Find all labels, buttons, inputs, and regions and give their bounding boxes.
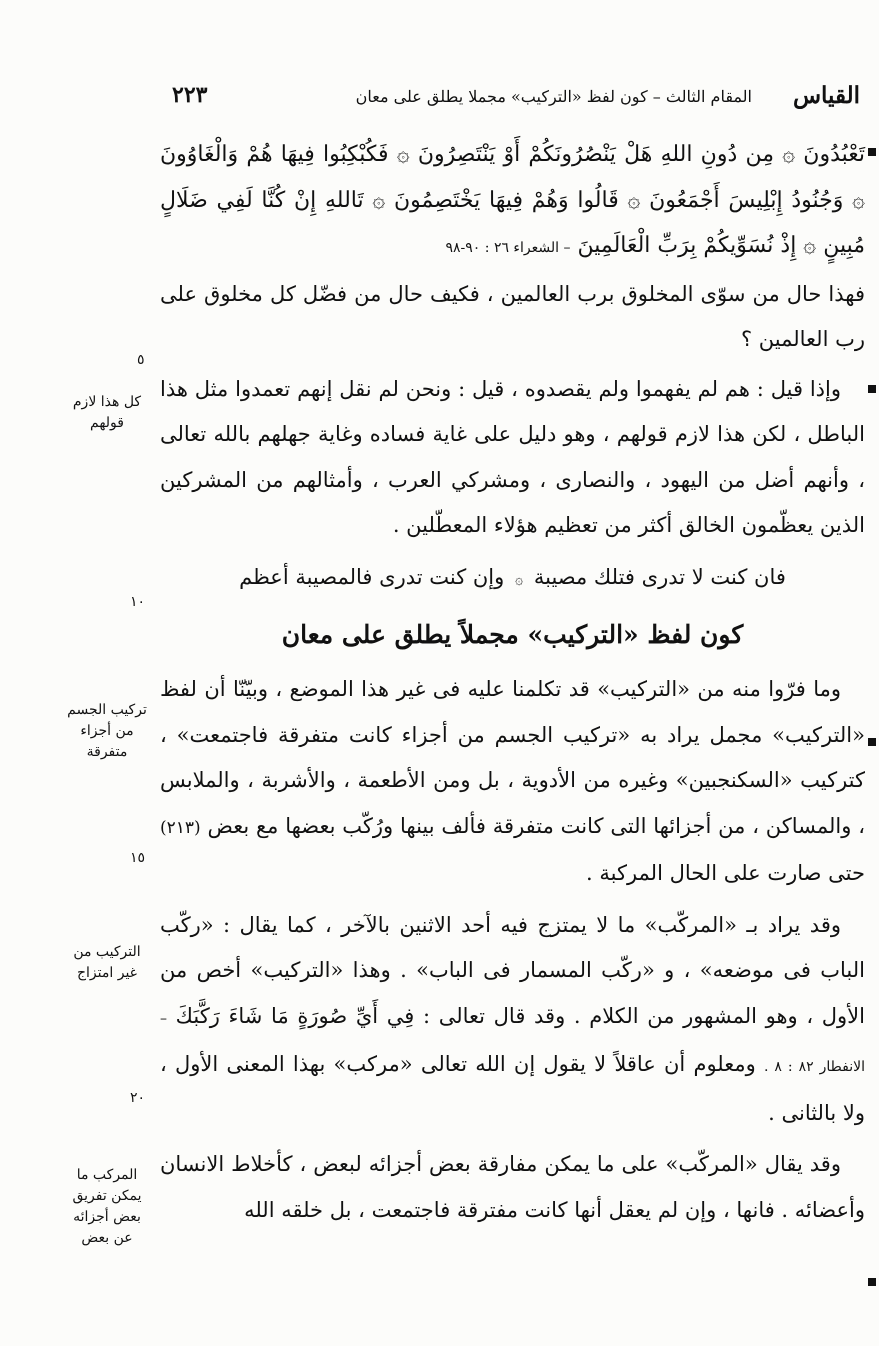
section-heading: كون لفظ «التركيب» مجملاً يطلق على معان (281, 620, 744, 649)
line-mark (868, 738, 876, 746)
paragraph-4-citation: – الانفطار ٨٢ : ٨ . (160, 1010, 865, 1075)
page-number: ٢٢٣ (172, 82, 208, 108)
line-mark (868, 385, 876, 393)
paragraph-4-text: وقد يراد بـ «المركّب» ما لا يمتزج فيه أحد الاثنين بالآخر ، كما يقال : «ركّب الباب فى موضعه» ، و «ركّب المسمار فى الباب» . وهذا «التركيب» أخص من الأول ، وهو المشهور من الكلام . وقد قال تعالى : (160, 912, 865, 1028)
line-number-5: ٥ (137, 352, 145, 368)
main-text (160, 132, 865, 1233)
paragraph-1: فهذا حال من سوّى المخلوق برب العالمين ، فكيف حال من فضّل كل مخلوق على رب العالمين ؟ (160, 281, 865, 351)
paragraph-4 (160, 903, 865, 1137)
page-header (170, 82, 860, 116)
paragraph-5: وقد يقال «المركّب» على ما يمكن مفارقة بعض أجزائه لبعض ، كأخلاط الانسان وأعضائه . فانها ، وإن لم يعقل أنها كانت مفترقة فاجتمعت ، بل خلقه الله (160, 1152, 865, 1222)
original-page-marker: (٢١٣) (160, 817, 201, 838)
poem-first-hemistich: فان كنت لا تدرى فتلك مصيبة (533, 564, 786, 589)
paragraph-3 (160, 667, 865, 897)
paragraph-4-verse: فِي أَيِّ صُورَةٍ مَا شَاءَ رَكَّبَكَ (175, 1003, 415, 1028)
margin-note-3: التركيب من غير امتزاج (73, 944, 141, 981)
line-number-15: ١٥ (130, 850, 146, 866)
section-title: القياس (792, 82, 860, 109)
margin-note-4: المركب ما يمكن تفريق بعض أجزائه عن بعض (72, 1167, 142, 1246)
verse-text: تَعْبُدُونَ ۞ مِن دُونِ اللهِ هَلْ يَنْصُرُونَكُمْ أَوْ يَنْتَصِرُونَ ۞ فَكُبْكِبُوا فِيهَا هُمْ وَالْغَاوُونَ ۞ وَجُنُودُ إِبْلِيسَ أَجْمَعُونَ ۞ قَالُوا وَهُمْ فِيهَا يَخْتَصِمُونَ ۞ تَاللهِ إِنْ كُنَّا لَفِي ضَلَالٍ مُبِينٍ ۞ إِذْ نُسَوِّيكُمْ بِرَبِّ الْعَالَمِينَ (160, 142, 865, 258)
line-mark (868, 148, 876, 156)
running-title: المقام الثالث – كون لفظ «التركيب» مجملا يطلق على معان (355, 87, 752, 106)
star-separator: ۞ (514, 571, 524, 588)
quran-verse (160, 132, 865, 272)
paragraph-3-text: وما فرّوا منه من «التركيب» قد تكلمنا عليه فى غير هذا الموضع ، وبيّنّا أن لفظ «التركيب» مجمل يراد به «تركيب الجسم من أجزاء كانت متفرقة فاجتمعت» ، كتركيب «السكنجبين» وغيره من الأدوية ، بل ومن الأطعمة ، والأشربة ، والملابس ، والمساكن ، من أجزائها التى كانت متفرقة فألف بينها ورُكّب بعضها مع بعض (160, 677, 865, 838)
margin-note-2: تركيب الجسم من أجزاء متفرقة (67, 702, 147, 760)
poem-second-hemistich: وإن كنت تدرى فالمصيبة أعظم (239, 564, 505, 589)
paragraph-4-end: ومعلوم أن عاقلاً لا يقول إن الله تعالى «مركب» بهذا المعنى الأول ، ولا بالثانى . (160, 1052, 865, 1125)
line-mark (868, 1278, 876, 1286)
poem-line (160, 555, 865, 604)
verse-citation: – الشعراء ٢٦ : ٩٠-٩٨ (445, 240, 571, 256)
line-number-10: ١٠ (130, 594, 146, 610)
paragraph-2: وإذا قيل : هم لم يفهموا ولم يقصدوه ، قيل : ونحن لم نقل إنهم تعمدوا مثل هذا الباطل ، لكن هذا لازم قولهم ، وهو دليل على غاية فساده وغاية جهلهم بالله تعالى ، وأنهم أضل من اليهود ، والنصارى ، ومشركي العرب ، وأمثالهم من المشركين الذين يعظّمون الخالق أكثر من تعظيم هؤلاء المعطّلين . (160, 376, 865, 537)
margin-note-1: كل هذا لازم قولهم (72, 394, 142, 431)
line-number-20: ٢٠ (130, 1090, 146, 1106)
paragraph-3-end: حتى صارت على الحال المركبة . (586, 861, 865, 885)
